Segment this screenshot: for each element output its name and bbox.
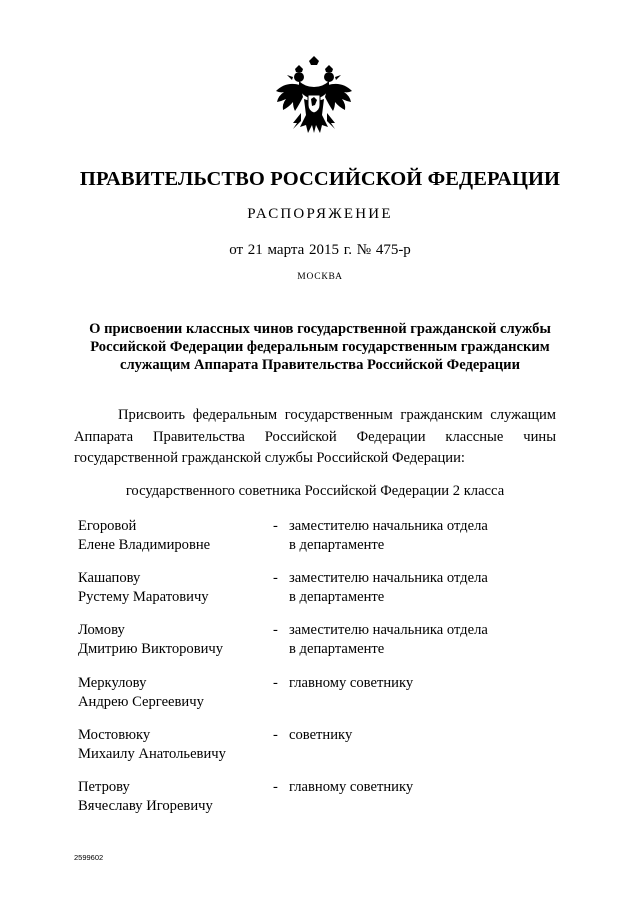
appointee-given-names: Елене Владимировне	[78, 537, 211, 553]
government-title: ПРАВИТЕЛЬСТВО РОССИЙСКОЙ ФЕДЕРАЦИИ	[79, 168, 561, 190]
document-date-number: от 21 марта 2015 г. № 475-р	[229, 242, 411, 258]
subject-line: Российской Федерации федеральным государственным гражданским	[90, 339, 550, 355]
position-line: заместителю начальника отдела	[289, 518, 488, 534]
subject-line: О присвоении классных чинов государственной гражданской службы	[89, 321, 551, 337]
appointee-surname: Петрову	[78, 779, 130, 795]
intro-paragraph: Присвоить федеральным государственным гражданским служащим Аппарата Правительства Российской Федерации классные чины государственной гражданской службы Российской Федерации:	[74, 407, 556, 466]
appointee-name	[78, 726, 258, 764]
appointee-name	[78, 569, 258, 607]
appointee-given-names: Андрею Сергеевичу	[78, 694, 204, 710]
appointee-name	[78, 621, 258, 659]
position-line: заместителю начальника отдела	[289, 570, 488, 586]
appointee-given-names: Вячеславу Игоревичу	[78, 798, 213, 814]
appointee-position	[289, 517, 589, 555]
appointee-surname: Ломову	[78, 622, 125, 638]
appointee-surname: Егоровой	[78, 518, 137, 534]
appointee-position	[289, 621, 589, 659]
appointee-given-names: Дмитрию Викторовичу	[78, 641, 224, 657]
document-city: МОСКВА	[297, 272, 343, 282]
appointee-name	[78, 517, 258, 555]
dash-separator: -	[273, 727, 278, 743]
position-line: главному советнику	[289, 779, 414, 795]
appointee-surname: Кашапову	[78, 570, 141, 586]
appointee-surname: Мостовюку	[78, 727, 151, 743]
position-line: заместителю начальника отдела	[289, 622, 488, 638]
coat-of-arms-icon	[273, 55, 355, 141]
dash-separator: -	[273, 779, 278, 795]
dash-separator: -	[273, 518, 278, 534]
position-line: в департаменте	[289, 641, 385, 657]
position-line: в департаменте	[289, 589, 385, 605]
appointee-given-names: Рустему Маратовичу	[78, 589, 209, 605]
dash-separator: -	[273, 622, 278, 638]
subject-line: служащим Аппарата Правительства Российской Федерации	[119, 357, 520, 373]
appointee-name	[78, 674, 258, 712]
position-line: в департаменте	[289, 537, 385, 553]
rank-heading: государственного советника Российской Федерации 2 класса	[125, 483, 505, 499]
appointee-position	[289, 674, 589, 693]
appointee-given-names: Михаилу Анатольевичу	[78, 746, 226, 762]
appointee-name	[78, 778, 258, 816]
appointee-position	[289, 569, 589, 607]
dash-separator: -	[273, 675, 278, 691]
appointee-position	[289, 726, 589, 745]
appointee-surname: Меркулову	[78, 675, 147, 691]
document-subject	[60, 320, 580, 374]
footer-code: 2599602	[74, 853, 104, 862]
appointee-position	[289, 778, 589, 797]
document-type: РАСПОРЯЖЕНИЕ	[247, 206, 393, 222]
position-line: советнику	[289, 727, 353, 743]
position-line: главному советнику	[289, 675, 414, 691]
dash-separator: -	[273, 570, 278, 586]
